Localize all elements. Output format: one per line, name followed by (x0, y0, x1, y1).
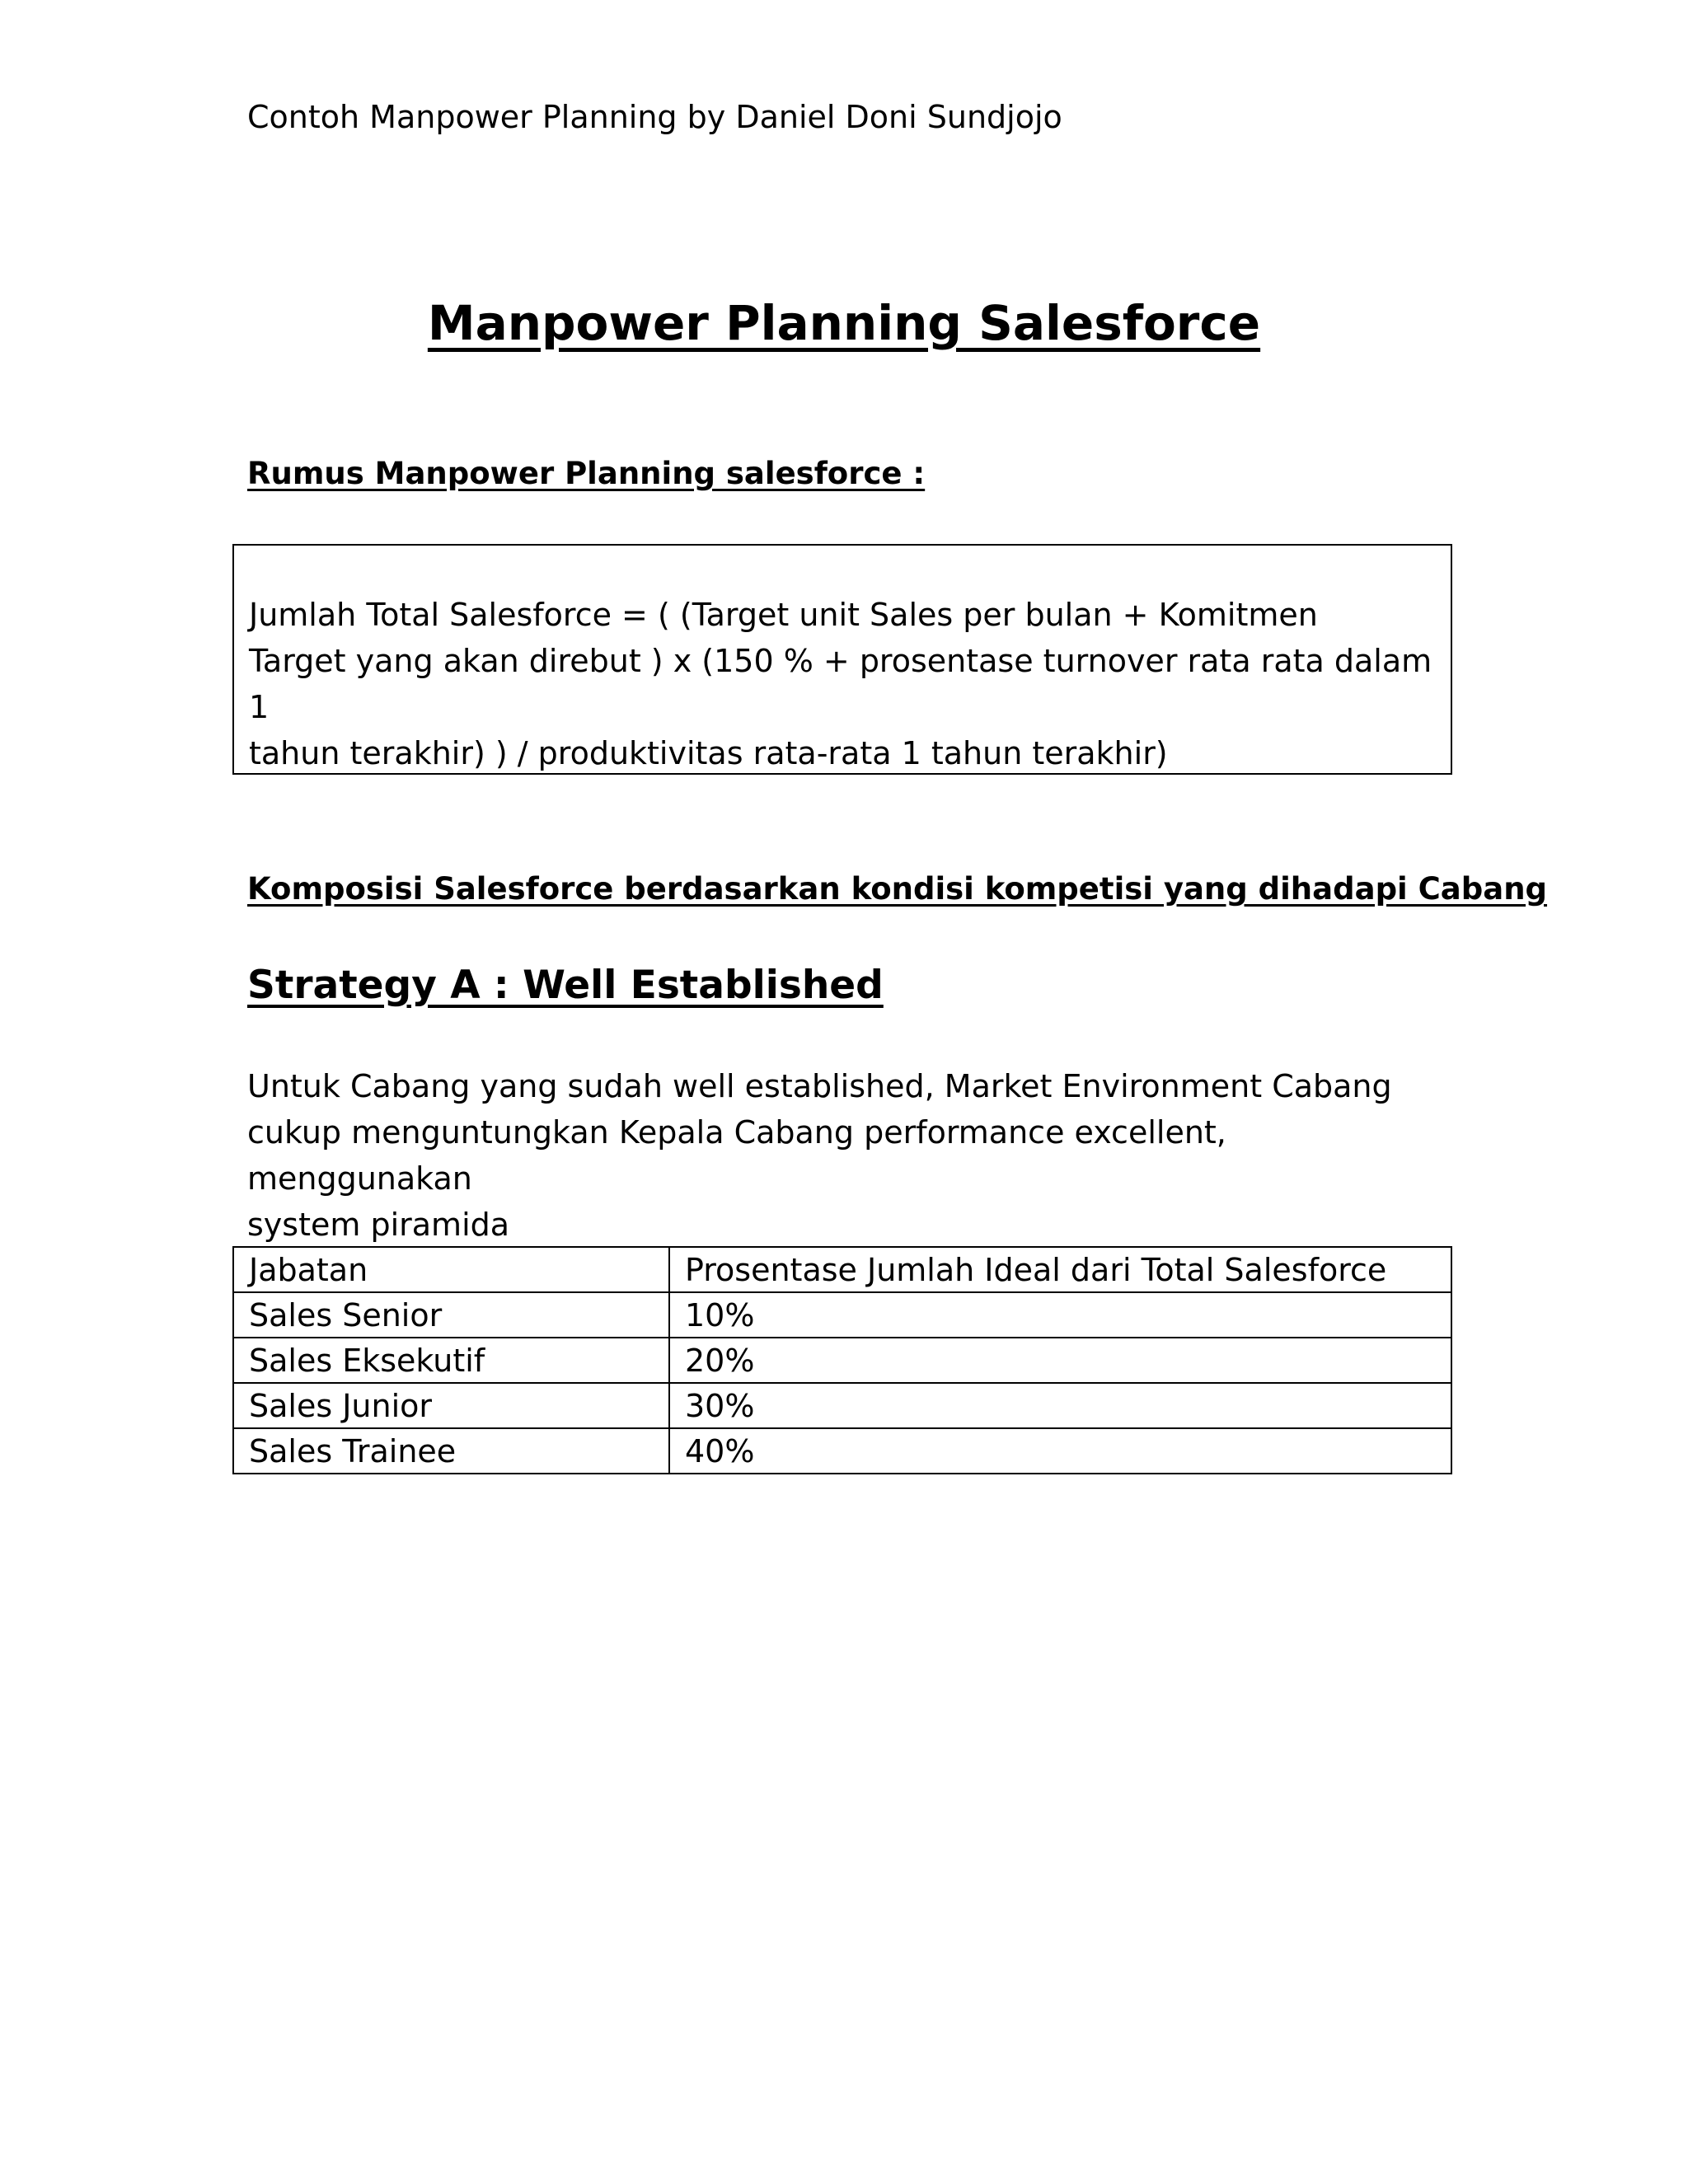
table-cell-jabatan: Sales Trainee (233, 1428, 669, 1474)
formula-text (249, 592, 1444, 776)
table-cell-jabatan: Sales Eksekutif (233, 1338, 669, 1383)
table-row (233, 1428, 1451, 1474)
table-cell-jabatan: Sales Junior (233, 1383, 669, 1428)
table-row (233, 1383, 1451, 1428)
formula-line: Jumlah Total Salesforce = ( (Target unit Sales per bulan + Komitmen (249, 597, 1318, 633)
formula-box (232, 544, 1452, 775)
formula-line: tahun terakhir) ) / produktivitas rata-rata 1 tahun terakhir) (249, 735, 1168, 771)
table-cell-jabatan: Sales Senior (233, 1292, 669, 1338)
strategy-description-line: Untuk Cabang yang sudah well established, Market Environment Cabang (247, 1068, 1392, 1104)
strategy-heading: Strategy A : Well Established (247, 963, 884, 1008)
komposisi-heading: Komposisi Salesforce berdasarkan kondisi kompetisi yang dihadapi Cabang (247, 871, 1548, 907)
strategy-description-line: system piramida (247, 1207, 510, 1243)
table-header-row (233, 1247, 1451, 1292)
salesforce-composition-table (232, 1246, 1452, 1474)
table-cell-prosentase: 20% (669, 1338, 1451, 1383)
table-row (233, 1338, 1451, 1383)
table-cell-prosentase: 40% (669, 1428, 1451, 1474)
table-row (233, 1292, 1451, 1338)
header-note: Contoh Manpower Planning by Daniel Doni Sundjojo (247, 99, 1062, 135)
formula-heading: Rumus Manpower Planning salesforce : (247, 456, 926, 491)
strategy-description-line: cukup menguntungkan Kepala Cabang performance excellent, menggunakan (247, 1114, 1226, 1197)
strategy-description (247, 1063, 1451, 1248)
table-cell-prosentase: 10% (669, 1292, 1451, 1338)
formula-line: Target yang akan direbut ) x (150 % + prosentase turnover rata rata dalam 1 (249, 643, 1432, 725)
table-header-prosentase: Prosentase Jumlah Ideal dari Total Salesforce (669, 1247, 1451, 1292)
table-header-jabatan: Jabatan (233, 1247, 669, 1292)
page-title: Manpower Planning Salesforce (427, 295, 1261, 351)
table-cell-prosentase: 30% (669, 1383, 1451, 1428)
